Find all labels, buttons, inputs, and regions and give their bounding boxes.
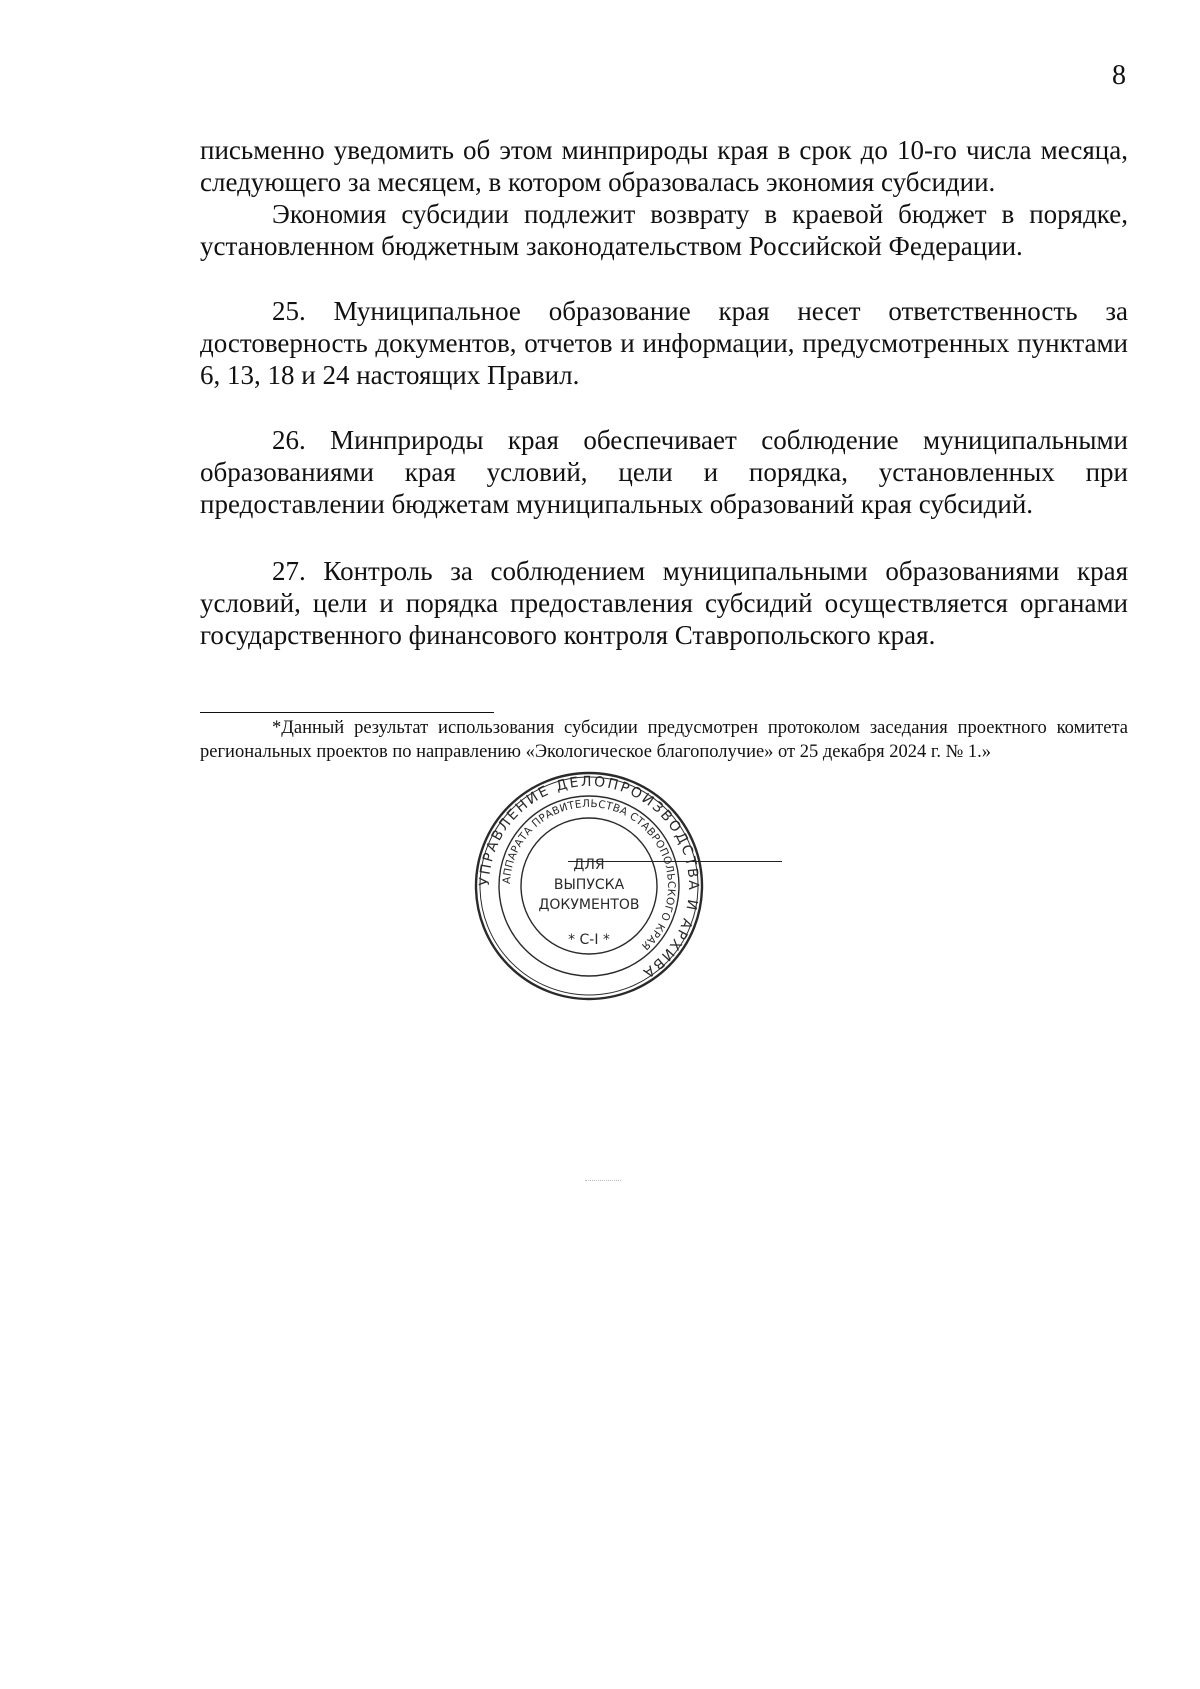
page-number: 8 [1112, 60, 1126, 91]
stamp-code: * С-I * [568, 932, 610, 948]
stamp-center-line-3: ДОКУМЕНТОВ [538, 897, 640, 913]
footnote-separator [200, 712, 494, 713]
stamp-center-line-2: ВЫПУСКА [553, 877, 625, 893]
stamp-seal-graphic [472, 769, 706, 1003]
paragraph-27: 27. Контроль за соблюдением муниципальными образованиями края условий, цели и порядка предоставления субсидий осуществляется органами государственного финансового контроля Ставропольского края. [200, 556, 1128, 650]
paragraph-subsidy-refund: Экономия субсидии подлежит возврату в краевой бюджет в порядке, установленном бюджетным законодательством Российской Федерации. [200, 199, 1128, 261]
stamp-inner-ring-text: АППАРАТА ПРАВИТЕЛЬСТВА СТАВРОПОЛЬСКОГО КРАЯ [500, 797, 678, 953]
official-stamp [472, 769, 706, 1003]
signature-line [568, 861, 782, 862]
footnote: *Данный результат использования субсидии предусмотрен протоколом заседания проектного комитета региональных проектов по направлению «Экологическое благополучие» от 25 декабря 2024 г. № 1.» [200, 718, 1128, 762]
scan-artifact [585, 1180, 621, 1183]
paragraph-continuation: письменно уведомить об этом минприроды края в срок до 10-го числа месяца, следующего за месяцем, в котором образовалась экономия субсидии. [200, 135, 1128, 197]
paragraph-25: 25. Муниципальное образование края несет ответственность за достоверность документов, отчетов и информации, предусмотренных пунктами 6, 13, 18 и 24 настоящих Правил. [200, 296, 1128, 390]
stamp-center-line-1: ДЛЯ [573, 857, 605, 873]
stamp-outer-ring-text: УПРАВЛЕНИЕ ДЕЛОПРОИЗВОДСТВА И АРХИВА [476, 773, 702, 982]
paragraph-26: 26. Минприроды края обеспечивает соблюдение муниципальными образованиями края условий, цели и порядка, установленных при предоставлении бюджетам муниципальных образований края субсидий. [200, 425, 1128, 519]
